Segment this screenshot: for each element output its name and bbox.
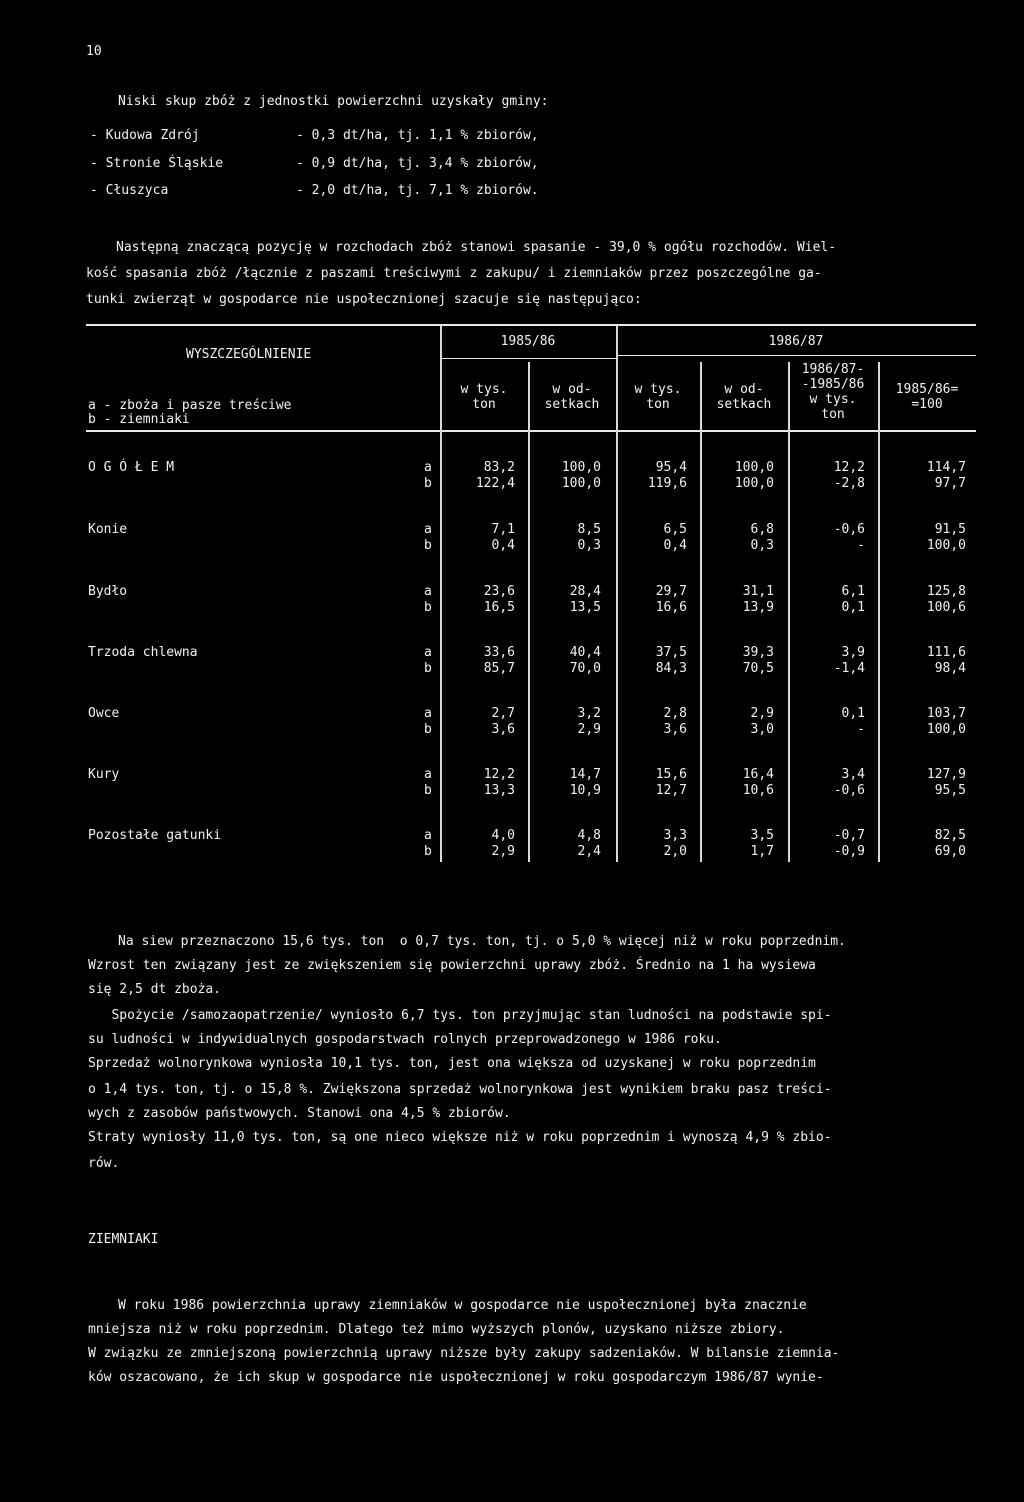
gmina-name: - Stronie Śląskie bbox=[90, 156, 224, 171]
column-header: w tys. ton bbox=[460, 382, 508, 412]
table-cell: 16,4 bbox=[742, 767, 774, 782]
column-header: w od- setkach bbox=[716, 382, 772, 412]
paragraph-line: W roku 1986 powierzchnia uprawy ziemniaków w gospodarce nie uspołecznionej była znacznie bbox=[118, 1298, 807, 1313]
table-cell: 127,9 bbox=[926, 767, 966, 782]
row-subtype-b: b bbox=[424, 844, 432, 859]
table-cell: 100,6 bbox=[926, 600, 966, 615]
table-cell: 28,4 bbox=[569, 584, 601, 599]
table-cell: 0,3 bbox=[577, 538, 601, 553]
table-cell: 100,0 bbox=[734, 460, 774, 475]
table-cell: 0,1 bbox=[841, 706, 865, 721]
gmina-value: - 0,3 dt/ha, tj. 1,1 % zbiorów, bbox=[296, 128, 539, 143]
table-cell: 33,6 bbox=[483, 645, 515, 660]
table-cell: -1,4 bbox=[833, 661, 865, 676]
paragraph-line: tunki zwierząt w gospodarce nie uspołecznionej szacuje się następująco: bbox=[86, 292, 642, 307]
row-subtype-b: b bbox=[424, 722, 432, 737]
table-cell: -0,7 bbox=[833, 828, 865, 843]
paragraph-line: Spożycie /samozaopatrzenie/ wyniosło 6,7 tys. ton przyjmując stan ludności na podstawie spi- bbox=[88, 1008, 832, 1023]
table-cell: 12,2 bbox=[833, 460, 865, 475]
table-cell: 16,6 bbox=[655, 600, 687, 615]
table-cell: 85,7 bbox=[483, 661, 515, 676]
table-top-rule bbox=[86, 324, 976, 326]
table-cell: 0,1 bbox=[841, 600, 865, 615]
row-label: Pozostałe gatunki bbox=[88, 828, 222, 843]
table-cell: 69,0 bbox=[934, 844, 966, 859]
row-label: Kury bbox=[88, 767, 120, 782]
paragraph-line: Na siew przeznaczono 15,6 tys. ton o 0,7 tys. ton, tj. o 5,0 % więcej niż w roku poprzednim. bbox=[118, 934, 846, 949]
paragraph-line: Sprzedaż wolnorynkowa wyniosła 10,1 tys. ton, jest ona większa od uzyskanej w roku poprzednim bbox=[88, 1056, 816, 1071]
table-cell: 122,4 bbox=[475, 476, 515, 491]
row-label: Owce bbox=[88, 706, 120, 721]
table-cell: 2,9 bbox=[750, 706, 774, 721]
column-header: 1986/87- -1985/86 w tys. ton bbox=[801, 362, 865, 422]
table-cell: 6,5 bbox=[663, 522, 687, 537]
table-cell: 3,2 bbox=[577, 706, 601, 721]
table-cell: 4,0 bbox=[491, 828, 515, 843]
row-subtype-a: a bbox=[424, 767, 432, 782]
table-cell: 103,7 bbox=[926, 706, 966, 721]
table-cell: 125,8 bbox=[926, 584, 966, 599]
table-cell: 3,0 bbox=[750, 722, 774, 737]
table-cell: 114,7 bbox=[926, 460, 966, 475]
table-cell: 97,7 bbox=[934, 476, 966, 491]
gmina-value: - 0,9 dt/ha, tj. 3,4 % zbiorów, bbox=[296, 156, 539, 171]
table-cell: 3,4 bbox=[841, 767, 865, 782]
table-cell: 82,5 bbox=[934, 828, 966, 843]
paragraph-line: się 2,5 dt zboża. bbox=[88, 982, 222, 997]
table-cell: 119,6 bbox=[647, 476, 687, 491]
header-subrule bbox=[440, 358, 616, 359]
column-header: 1985/86= =100 bbox=[895, 382, 959, 412]
column-header: w tys. ton bbox=[634, 382, 682, 412]
table-cell: 15,6 bbox=[655, 767, 687, 782]
table-cell: 83,2 bbox=[483, 460, 515, 475]
table-cell: 3,3 bbox=[663, 828, 687, 843]
row-subtype-b: b bbox=[424, 661, 432, 676]
table-cell: 95,5 bbox=[934, 783, 966, 798]
paragraph-line: Następną znaczącą pozycję w rozchodach zbóż stanowi spasanie - 39,0 % ogółu rozchodów. Wiel- bbox=[116, 240, 837, 255]
page-number: 10 bbox=[86, 44, 102, 59]
year-header: 1985/86 bbox=[500, 334, 556, 349]
table-cell: 111,6 bbox=[926, 645, 966, 660]
table-cell: 12,7 bbox=[655, 783, 687, 798]
row-subtype-b: b bbox=[424, 538, 432, 553]
table-cell: 10,9 bbox=[569, 783, 601, 798]
table-cell: -2,8 bbox=[833, 476, 865, 491]
table-cell: 6,1 bbox=[841, 584, 865, 599]
table-cell: 70,0 bbox=[569, 661, 601, 676]
table-cell: 70,5 bbox=[742, 661, 774, 676]
legend-a: a - zboża i pasze treściwe bbox=[88, 398, 292, 413]
table-cell: 7,1 bbox=[491, 522, 515, 537]
table-cell: 40,4 bbox=[569, 645, 601, 660]
paragraph-line: rów. bbox=[88, 1156, 120, 1171]
table-cell: 12,2 bbox=[483, 767, 515, 782]
legend-b: b - ziemniaki bbox=[88, 412, 190, 427]
paragraph-line: o 1,4 tys. ton, tj. o 15,8 %. Zwiększona sprzedaż wolnorynkowa jest wynikiem braku pasz treści- bbox=[88, 1082, 832, 1097]
row-label: Trzoda chlewna bbox=[88, 645, 198, 660]
table-cell: 3,6 bbox=[663, 722, 687, 737]
paragraph-line: wych z zasobów państwowych. Stanowi ona 4,5 % zbiorów. bbox=[88, 1106, 511, 1121]
table-cell: 2,7 bbox=[491, 706, 515, 721]
row-label: O G Ó Ł E M bbox=[88, 460, 175, 475]
row-subtype-b: b bbox=[424, 476, 432, 491]
table-cell: 0,3 bbox=[750, 538, 774, 553]
row-subtype-a: a bbox=[424, 828, 432, 843]
table-cell: 0,4 bbox=[491, 538, 515, 553]
paragraph-line: W związku ze zmniejszoną powierzchnią uprawy niższe były zakupy sadzeniaków. W bilansie ziemnia- bbox=[88, 1346, 840, 1361]
table-cell: -0,6 bbox=[833, 783, 865, 798]
intro-title: Niski skup zbóż z jednostki powierzchni uzyskały gminy: bbox=[118, 94, 549, 109]
row-subtype-b: b bbox=[424, 783, 432, 798]
header-subrule bbox=[616, 355, 976, 356]
table-cell: 4,8 bbox=[577, 828, 601, 843]
row-subtype-b: b bbox=[424, 600, 432, 615]
row-subtype-a: a bbox=[424, 584, 432, 599]
table-cell: -0,6 bbox=[833, 522, 865, 537]
table-cell: 13,3 bbox=[483, 783, 515, 798]
table-cell: 98,4 bbox=[934, 661, 966, 676]
table-header-rule bbox=[86, 430, 976, 432]
table-cell: 3,6 bbox=[491, 722, 515, 737]
table-cell: - bbox=[857, 722, 865, 737]
table-cell: -0,9 bbox=[833, 844, 865, 859]
row-subtype-a: a bbox=[424, 706, 432, 721]
stub-head: WYSZCZEGÓLNIENIE bbox=[186, 347, 312, 362]
row-label: Konie bbox=[88, 522, 128, 537]
paragraph-line: kość spasania zbóż /łącznie z paszami treściwymi z zakupu/ i ziemniaków przez poszczególne ga- bbox=[86, 266, 822, 281]
table-cell: 100,0 bbox=[926, 538, 966, 553]
row-subtype-a: a bbox=[424, 460, 432, 475]
paragraph-line: su ludności w indywidualnych gospodarstwach rolnych przeprowadzonego w 1986 roku. bbox=[88, 1032, 722, 1047]
paragraph-line: ków oszacowano, że ich skup w gospodarce nie uspołecznionej w roku gospodarczym 1986/87 wynie- bbox=[88, 1370, 824, 1385]
table-cell: 31,1 bbox=[742, 584, 774, 599]
table-cell: 100,0 bbox=[561, 460, 601, 475]
paragraph-line: Wzrost ten związany jest ze zwiększeniem się powierzchni uprawy zbóż. Średnio na 1 ha wysiewa bbox=[88, 958, 816, 973]
column-header: w od- setkach bbox=[544, 382, 600, 412]
paragraph-line: mniejsza niż w roku poprzednim. Dlatego też mimo wyższych plonów, uzyskano niższe zbiory. bbox=[88, 1322, 785, 1337]
table-cell: 2,9 bbox=[577, 722, 601, 737]
year-header: 1986/87 bbox=[768, 334, 824, 349]
table-cell: 3,5 bbox=[750, 828, 774, 843]
table-cell: 95,4 bbox=[655, 460, 687, 475]
row-subtype-a: a bbox=[424, 645, 432, 660]
gmina-name: - Kudowa Zdrój bbox=[90, 128, 200, 143]
gmina-value: - 2,0 dt/ha, tj. 7,1 % zbiorów. bbox=[296, 183, 539, 198]
table-cell: - bbox=[857, 538, 865, 553]
table-cell: 8,5 bbox=[577, 522, 601, 537]
table-cell: 100,0 bbox=[561, 476, 601, 491]
paragraph-line: Straty wyniosły 11,0 tys. ton, są one nieco większe niż w roku poprzednim i wynoszą 4,9 % zbio- bbox=[88, 1130, 832, 1145]
table-cell: 84,3 bbox=[655, 661, 687, 676]
table-cell: 2,4 bbox=[577, 844, 601, 859]
table-cell: 13,5 bbox=[569, 600, 601, 615]
table-cell: 2,8 bbox=[663, 706, 687, 721]
table-cell: 3,9 bbox=[841, 645, 865, 660]
gmina-name: - Cłuszyca bbox=[90, 183, 169, 198]
table-cell: 100,0 bbox=[734, 476, 774, 491]
table-cell: 39,3 bbox=[742, 645, 774, 660]
table-cell: 13,9 bbox=[742, 600, 774, 615]
table-cell: 37,5 bbox=[655, 645, 687, 660]
row-label: Bydło bbox=[88, 584, 128, 599]
table-cell: 100,0 bbox=[926, 722, 966, 737]
table-cell: 10,6 bbox=[742, 783, 774, 798]
table-cell: 14,7 bbox=[569, 767, 601, 782]
column-divider bbox=[878, 362, 880, 862]
table-cell: 6,8 bbox=[750, 522, 774, 537]
table-cell: 91,5 bbox=[934, 522, 966, 537]
section-title: ZIEMNIAKI bbox=[88, 1232, 159, 1247]
table-cell: 16,5 bbox=[483, 600, 515, 615]
table-cell: 29,7 bbox=[655, 584, 687, 599]
table-cell: 0,4 bbox=[663, 538, 687, 553]
row-subtype-a: a bbox=[424, 522, 432, 537]
table-cell: 23,6 bbox=[483, 584, 515, 599]
table-cell: 2,0 bbox=[663, 844, 687, 859]
table-cell: 2,9 bbox=[491, 844, 515, 859]
table-cell: 1,7 bbox=[750, 844, 774, 859]
